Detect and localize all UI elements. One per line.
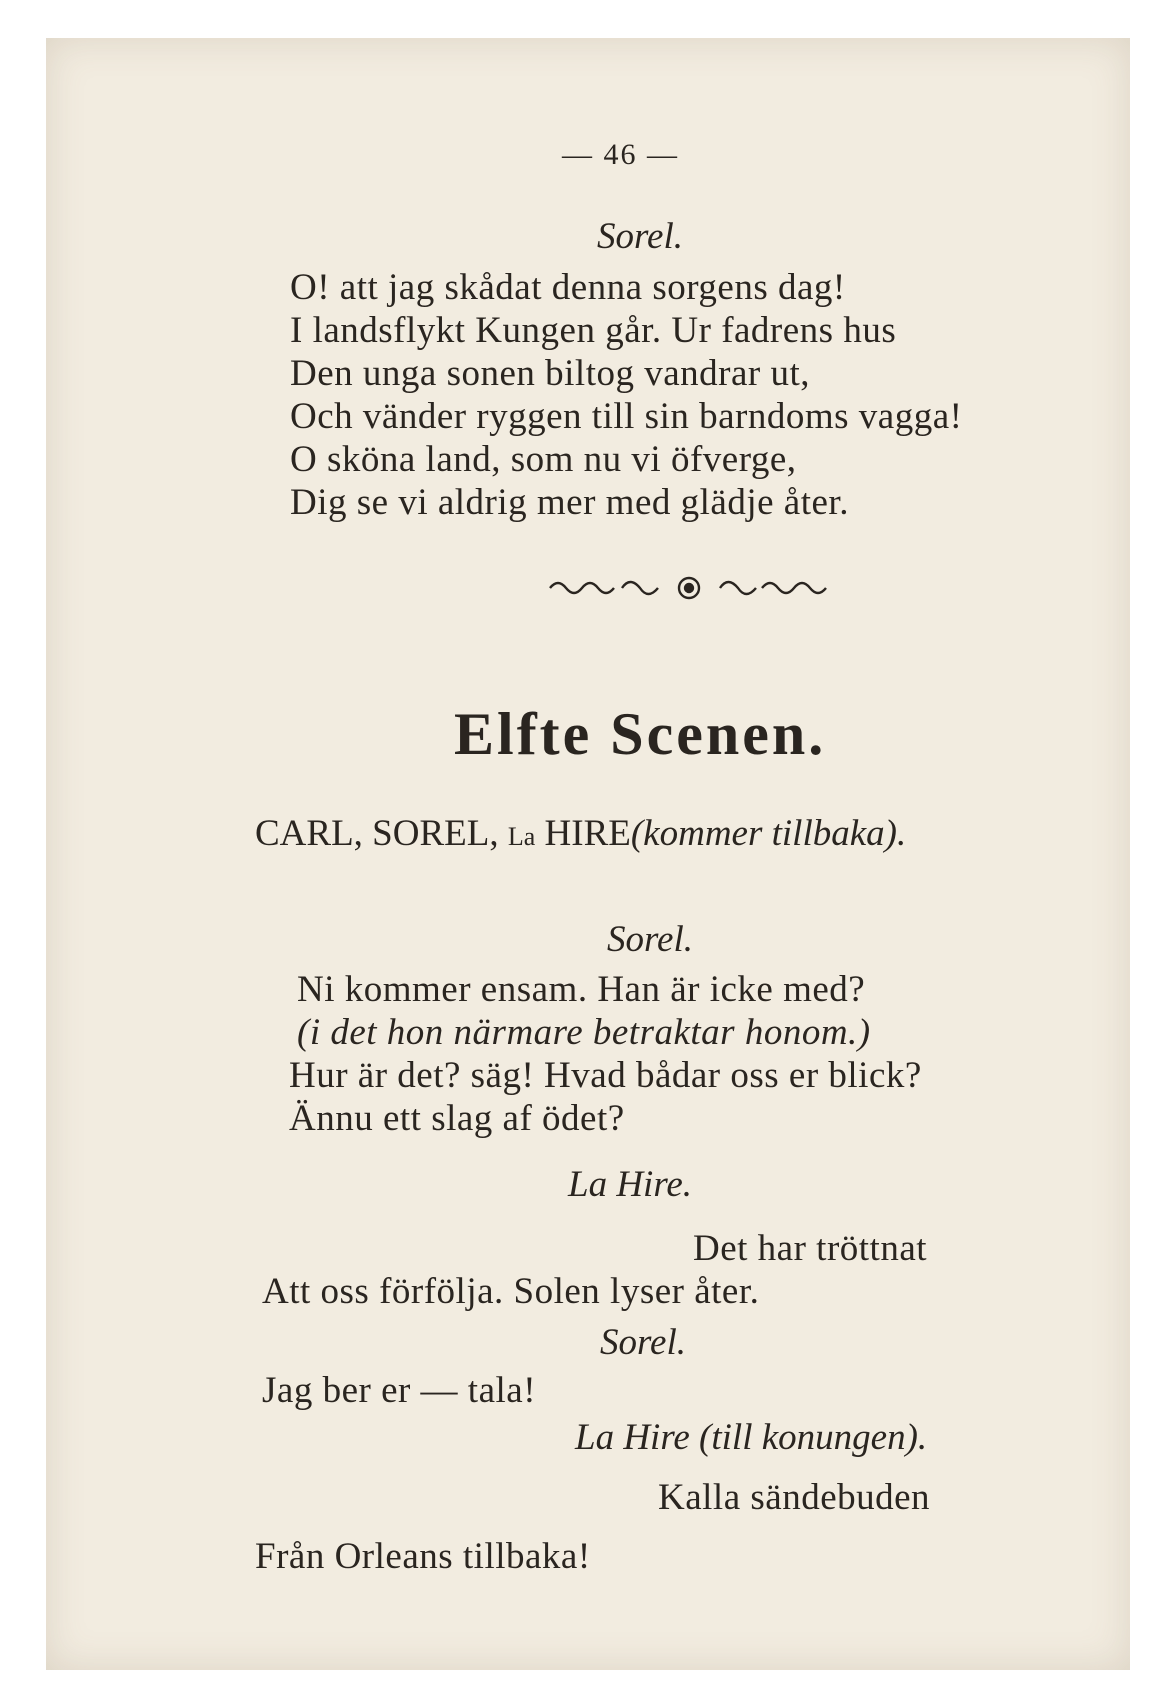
scene-heading: Elfte Scenen. [454, 701, 827, 767]
verse-line: Hur är det? säg! Hvad bådar oss er blick? [289, 1055, 922, 1096]
verse-line: I landsflykt Kungen går. Ur fadrens hus [290, 310, 897, 351]
cast-list [255, 812, 906, 855]
speaker-la-hire-name: La Hire [575, 1417, 690, 1458]
stage-direction: (i det hon närmare betraktar honom.) [297, 1012, 871, 1053]
page-number: — 46 — [562, 138, 679, 171]
verse-line: Och vänder ryggen till sin barndoms vagga! [290, 396, 963, 437]
verse-line: Att oss förfölja. Solen lyser åter. [262, 1271, 760, 1312]
verse-line: Kalla sändebuden [658, 1477, 931, 1518]
cast-names: CARL, SOREL, [255, 813, 508, 854]
decorative-divider-ornament-icon [544, 573, 834, 603]
verse-line: Ni kommer ensam. Han är icke med? [297, 969, 866, 1010]
speaker-sorel: Sorel. [600, 1322, 686, 1363]
cast-la: La [507, 822, 536, 851]
verse-line: Den unga sonen biltog vandrar ut, [290, 353, 810, 394]
speaker-stage-direction: (till konungen). [699, 1417, 928, 1458]
speaker-la-hire: La Hire. [568, 1164, 693, 1205]
verse-line: Dig se vi aldrig mer med glädje åter. [290, 482, 849, 523]
verse-line: Från Orleans tillbaka! [255, 1536, 591, 1577]
verse-line: Ännu ett slag af ödet? [289, 1098, 625, 1139]
verse-line: Det har tröttnat [693, 1228, 928, 1269]
verse-line: O! att jag skådat denna sorgens dag! [290, 267, 846, 308]
speaker-sorel: Sorel. [597, 216, 683, 257]
cast-hire: HIRE [535, 813, 631, 854]
speaker-la-hire-direction [575, 1416, 927, 1459]
verse-line: Jag ber er — tala! [262, 1370, 537, 1411]
cast-stage-direction: (kommer tillbaka). [630, 813, 907, 854]
speaker-sorel: Sorel. [607, 919, 693, 960]
verse-line: O sköna land, som nu vi öfverge, [290, 439, 797, 480]
